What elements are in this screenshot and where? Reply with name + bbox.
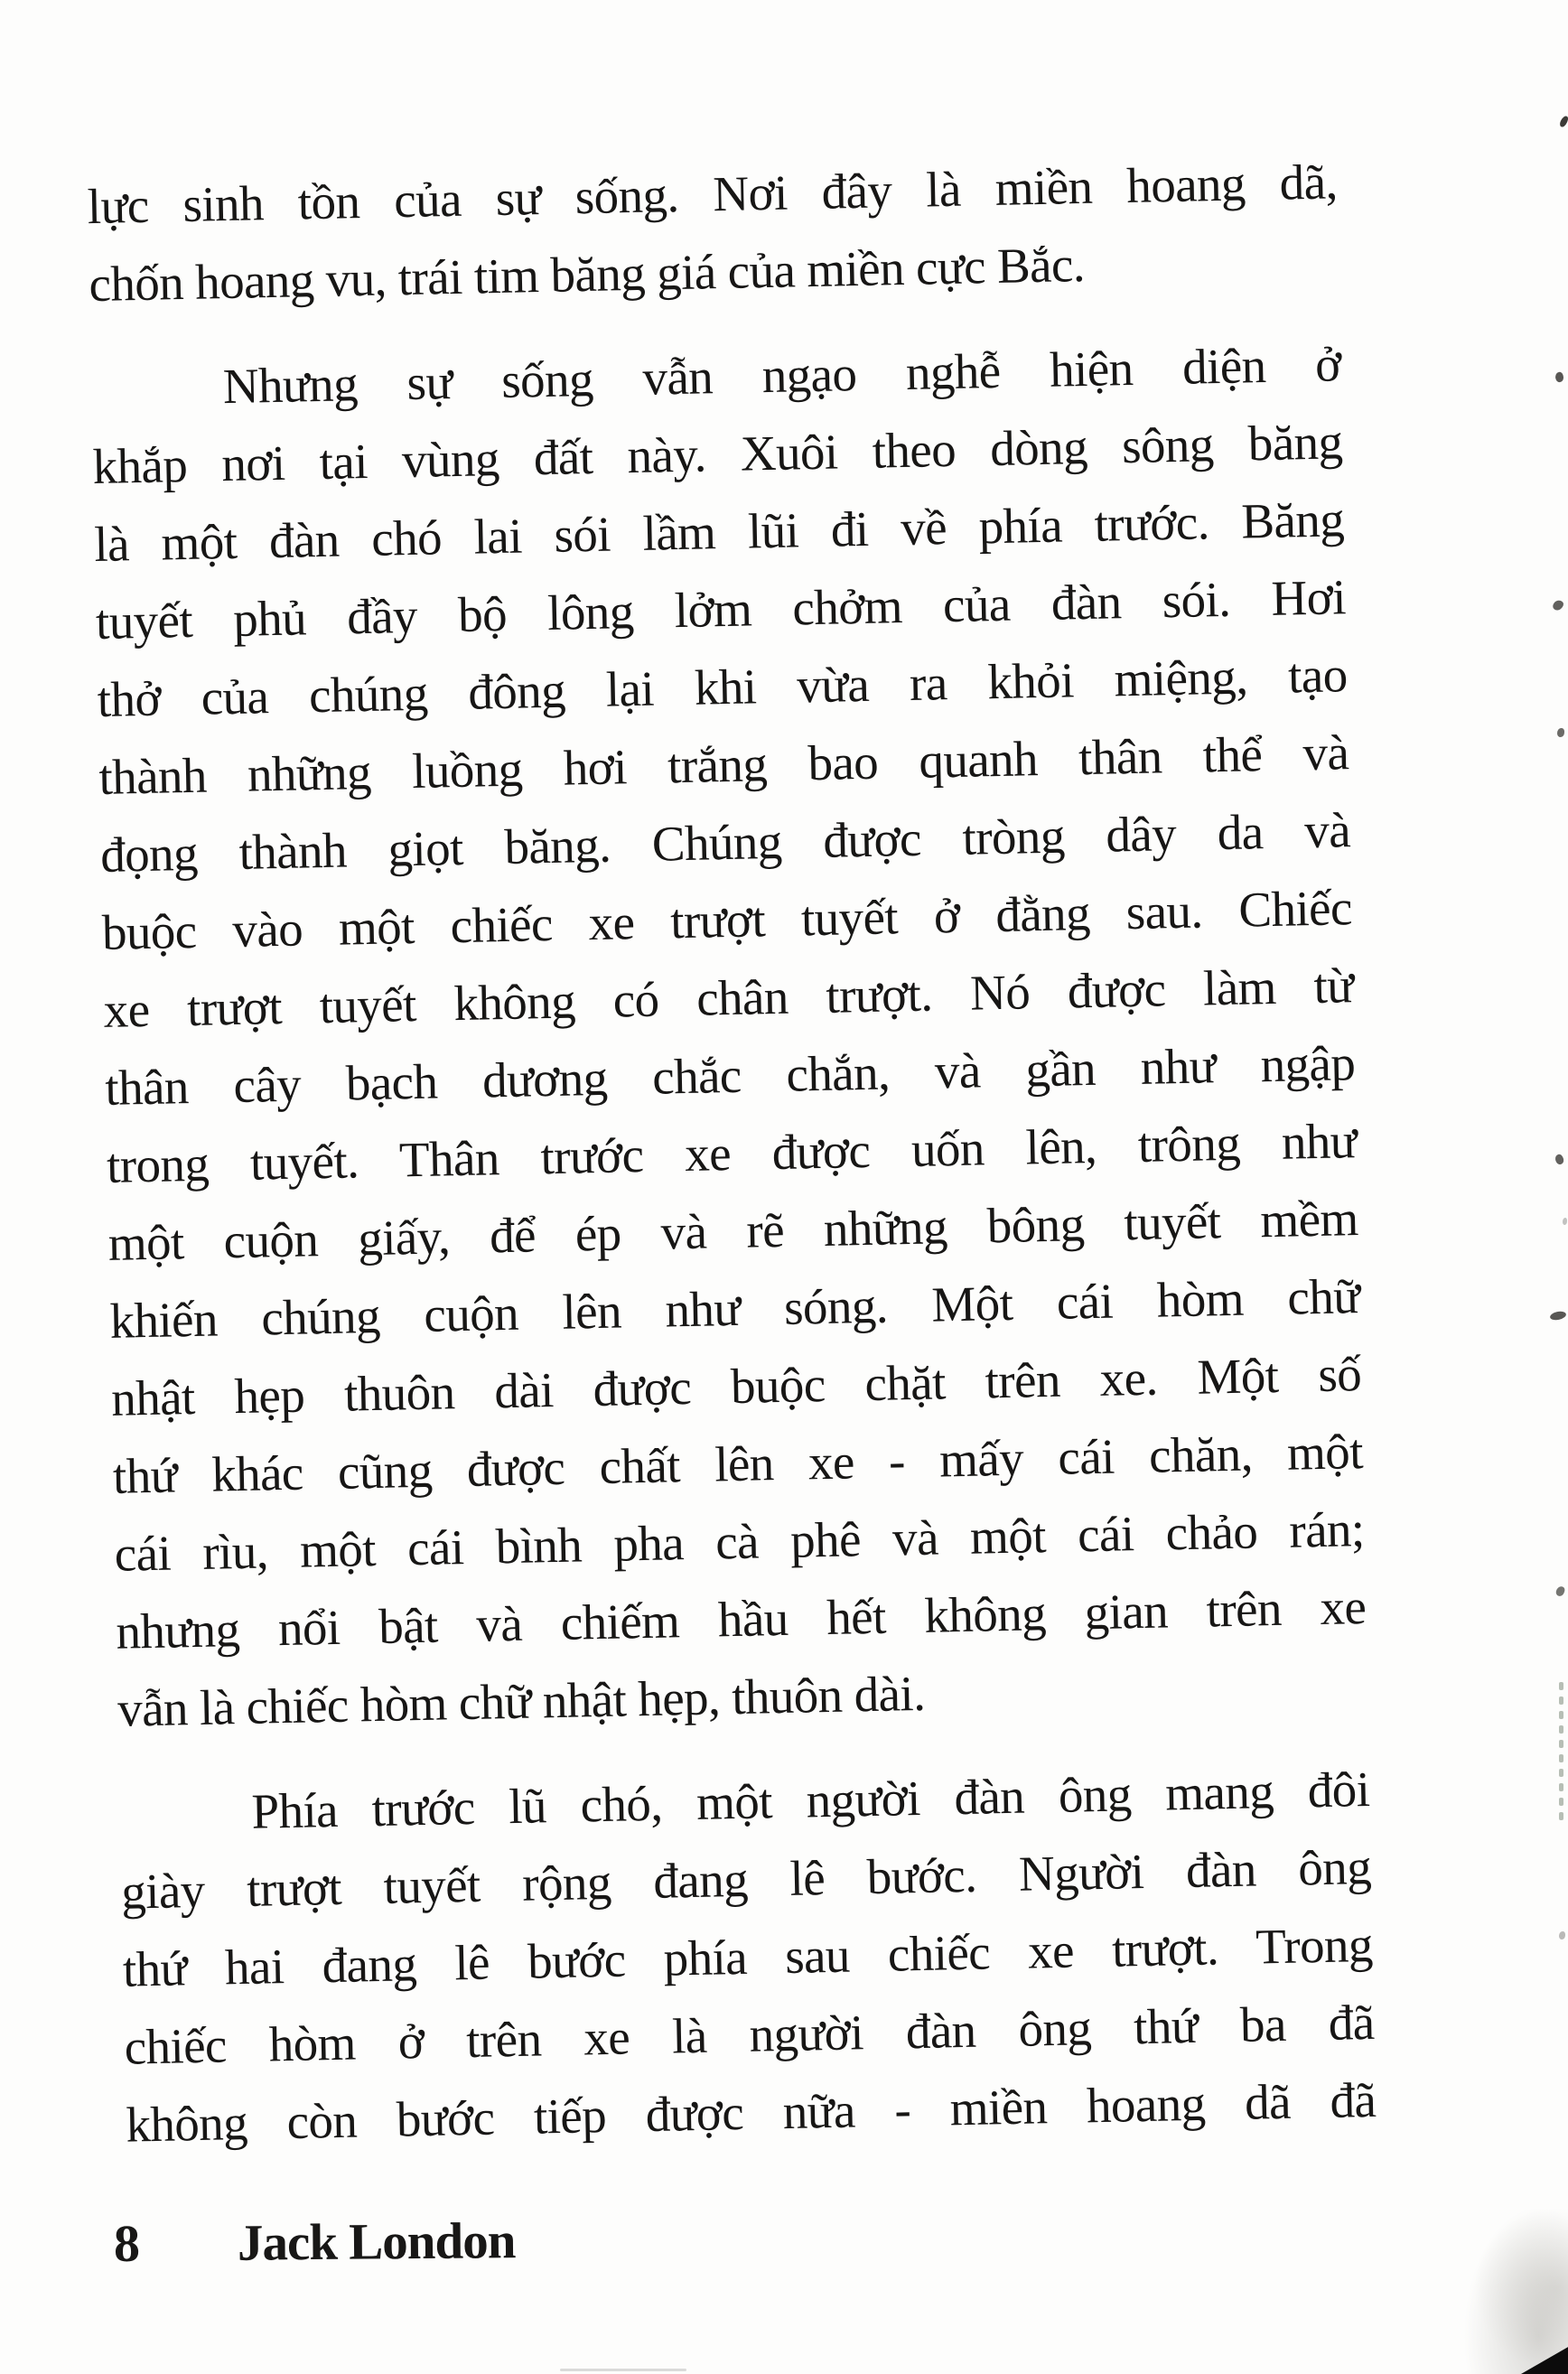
- text-line: thở của chúng đông lại khi vừa ra khỏi miệng, tạo: [97, 647, 1349, 727]
- scan-speck: [1563, 1218, 1567, 1225]
- text-line: chiếc hòm ở trên xe là người đàn ông thứ ba đã: [124, 1994, 1376, 2075]
- body-text: [87, 143, 1377, 2164]
- scan-corner-noise: [1451, 2184, 1568, 2374]
- text-line: tuyết phủ đầy bộ lông lởm chởm của đàn sói. Hơi: [95, 569, 1347, 650]
- page-footer: [114, 2210, 516, 2274]
- scan-dash: [1559, 1812, 1563, 1820]
- text-line: một cuộn giấy, để ép và rẽ những bông tuyết mềm: [107, 1191, 1359, 1271]
- scan-dash: [1559, 1682, 1563, 1690]
- scan-dash: [1559, 1798, 1563, 1806]
- text-line: thân cây bạch dương chắc chắn, và gần như ngập: [104, 1035, 1356, 1116]
- text-line: lực sinh tồn của sự sống. Nơi đây là miền hoang dã,: [87, 154, 1339, 235]
- scan-smudge: [560, 2369, 686, 2371]
- paragraph: [119, 1751, 1377, 2164]
- text-line: khiến chúng cuộn lên như sóng. Một cái hòm chữ: [108, 1268, 1360, 1349]
- text-line: Phía trước lũ chó, một người đàn ông mang đôi: [250, 1761, 1370, 1839]
- scan-speck: [1559, 1931, 1565, 1939]
- paragraph: [90, 325, 1368, 1748]
- text-line: giày trượt tuyết rộng đang lê bước. Người đàn ông: [120, 1838, 1372, 1920]
- text-line: là một đàn chó lai sói lầm lũi đi về phía trước. Băng: [93, 491, 1345, 573]
- scan-dash: [1559, 1711, 1563, 1719]
- text-line: xe trượt tuyết không có chân trượt. Nó được làm từ: [103, 958, 1355, 1038]
- page-number: 8: [113, 2213, 141, 2273]
- scan-dash: [1559, 1725, 1563, 1734]
- scan-speck: [1554, 1153, 1565, 1165]
- scan-speck: [1554, 371, 1565, 383]
- scan-speck: [1549, 1310, 1566, 1322]
- text-line: vẫn là chiếc hòm chữ nhật hẹp, thuôn dài.: [117, 1665, 926, 1737]
- text-line: đọng thành giọt băng. Chúng được tròng dây da và: [99, 802, 1351, 883]
- paragraph: [87, 143, 1339, 323]
- text-line: nhưng nổi bật và chiếm hầu hết không gian trên xe: [115, 1579, 1367, 1659]
- scan-speck: [1559, 115, 1568, 128]
- text-line: không còn bước tiếp được nữa - miền hoang dã đã: [125, 2071, 1377, 2153]
- scan-speck: [1555, 1585, 1566, 1597]
- scan-dash: [1559, 1740, 1563, 1748]
- running-footer-author: Jack London: [237, 2212, 516, 2272]
- scan-speck: [1557, 728, 1564, 737]
- text-line: thứ hai đang lê bước phía sau chiếc xe trượt. Trong: [122, 1916, 1374, 1997]
- scan-dash: [1559, 1754, 1563, 1762]
- text-line: nhật hẹp thuôn dài được buộc chặt trên xe. Một số: [110, 1346, 1362, 1426]
- scan-speck: [1551, 598, 1564, 612]
- text-line: trong tuyết. Thân trước xe được uốn lên, trông như: [106, 1113, 1358, 1193]
- text-line: buộc vào một chiếc xe trượt tuyết ở đằng sau. Chiếc: [101, 880, 1353, 960]
- scan-dash: [1559, 1696, 1563, 1705]
- text-line: cái rìu, một cái bình pha cà phê và một cái chảo rán;: [114, 1501, 1366, 1582]
- scan-dash: [1559, 1769, 1563, 1777]
- text-line: thành những luồng hơi trắng bao quanh thân thể và: [98, 724, 1349, 805]
- text-line: chốn hoang vu, trái tim băng giá của miền cực Bắc.: [88, 236, 1086, 313]
- text-line: khắp nơi tại vùng đất này. Xuôi theo dòng sông băng: [91, 414, 1343, 495]
- text-line: Nhưng sự sống vẫn ngạo nghễ hiện diện ở: [222, 336, 1342, 415]
- text-line: thứ khác cũng được chất lên xe - mấy cái chăn, một: [112, 1424, 1364, 1504]
- scan-dash: [1559, 1783, 1563, 1791]
